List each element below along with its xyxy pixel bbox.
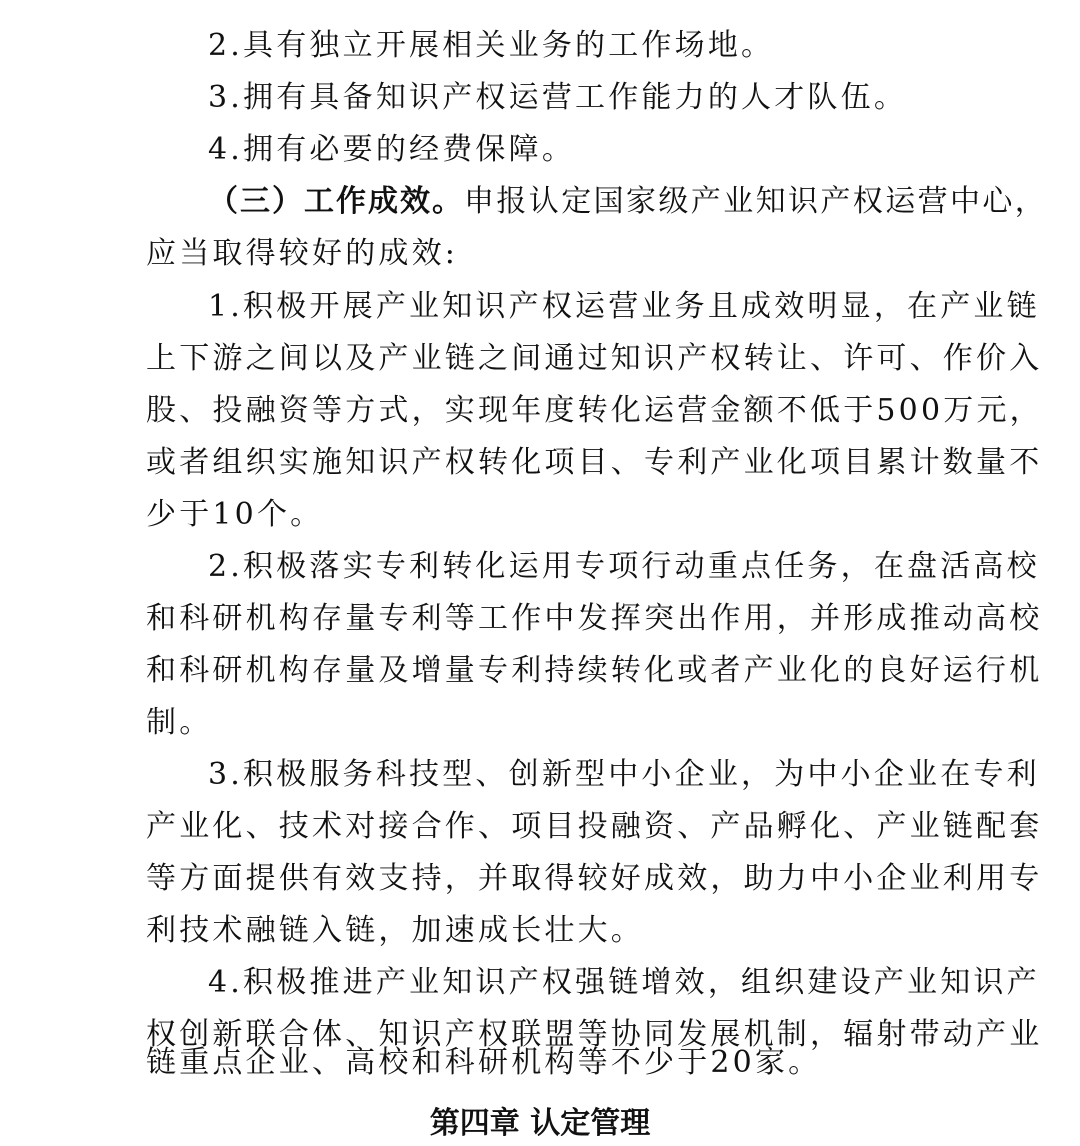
chapter-title: 第四章 认定管理 [429, 1106, 651, 1141]
effect-1-line-3: 股、投融资等方式，实现年度转化运营金额不低于500万元， [146, 393, 1043, 428]
section-3-paragraph [208, 182, 1048, 222]
effect-1-line-5: 少于10个。 [146, 497, 324, 532]
effect-3-line-4: 利技术融链入链，加速成长壮大。 [146, 913, 644, 948]
requirement-item-3: 3.拥有具备知识产权运营工作能力的人才队伍。 [208, 80, 908, 115]
effect-3-line-1: 3.积极服务科技型、创新型中小企业，为中小企业在专利 [208, 757, 1040, 792]
requirement-item-4: 4.拥有必要的经费保障。 [208, 132, 576, 167]
effect-3-line-3: 等方面提供有效支持，并取得较好成效，助力中小企业利用专 [146, 861, 1043, 896]
effect-2-line-1: 2.积极落实专利转化运用专项行动重点任务，在盘活高校 [208, 549, 1040, 584]
section-3-heading: （三）工作成效。 [208, 184, 464, 219]
effect-4-line-3: 链重点企业、高校和科研机构等不少于20家。 [146, 1045, 822, 1080]
effect-1-line-4: 或者组织实施知识产权转化项目、专利产业化项目累计数量不 [146, 445, 1043, 480]
requirement-item-2: 2.具有独立开展相关业务的工作场地。 [208, 28, 775, 63]
effect-1-line-2: 上下游之间以及产业链之间通过知识产权转让、许可、作价入 [146, 341, 1043, 376]
effect-4-line-1: 4.积极推进产业知识产权强链增效，组织建设产业知识产 [208, 965, 1040, 1000]
effect-2-line-2: 和科研机构存量专利等工作中发挥突出作用，并形成推动高校 [146, 601, 1043, 636]
section-3-intro-line-1: 申报认定国家级产业知识产权运营中心， [464, 184, 1048, 219]
effect-2-line-3: 和科研机构存量及增量专利持续转化或者产业化的良好运行机 [146, 653, 1043, 688]
effect-4-line-2: 权创新联合体、知识产权联盟等协同发展机制，辐射带动产业 [146, 1017, 1043, 1052]
section-3-intro-line-2: 应当取得较好的成效: [146, 236, 459, 271]
effect-2-line-4: 制。 [146, 705, 213, 740]
effect-1-line-1: 1.积极开展产业知识产权运营业务且成效明显，在产业链 [208, 289, 1040, 324]
effect-3-line-2: 产业化、技术对接合作、项目投融资、产品孵化、产业链配套 [146, 809, 1043, 844]
